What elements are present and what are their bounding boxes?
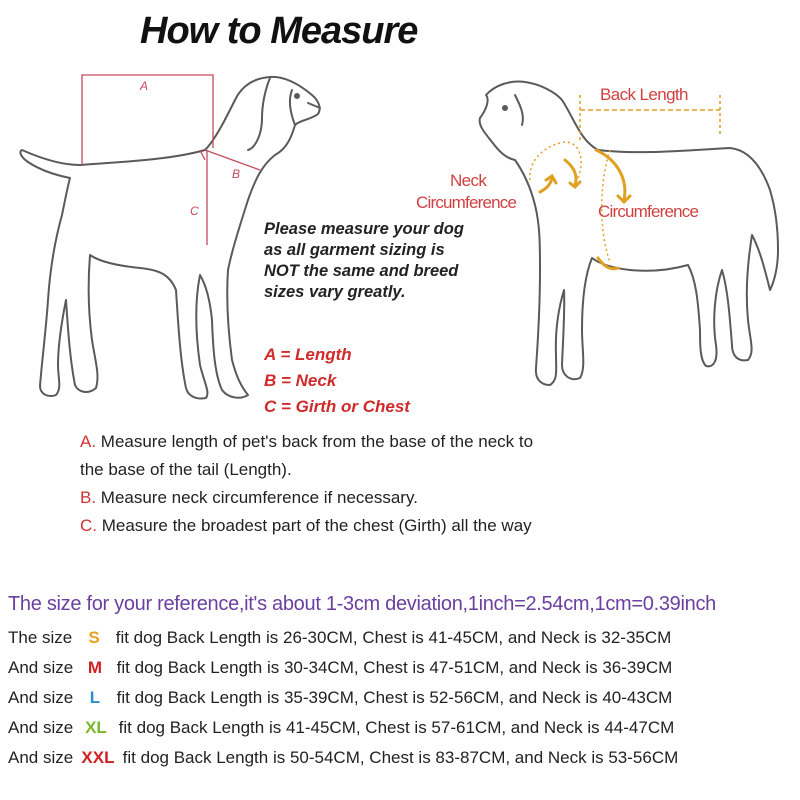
size-code: S <box>88 628 100 647</box>
size-code: L <box>89 688 101 707</box>
page-title: How to Measure <box>140 10 418 52</box>
legend-c: C = Girth or Chest <box>264 397 410 416</box>
instruction-letter: B. <box>80 488 97 507</box>
size-prefix: The size <box>8 628 73 647</box>
note-line: NOT the same and breed <box>264 262 459 280</box>
measure-note <box>264 219 504 303</box>
size-prefix: And size <box>8 718 74 737</box>
size-details: fit dog Back Length is 35-39CM, Chest is 52-56CM, and Neck is 40-43CM <box>116 688 673 707</box>
size-prefix: And size <box>8 748 74 767</box>
circumference-label: Circumference <box>598 202 699 221</box>
size-row <box>8 713 678 743</box>
measure-instructions <box>80 428 600 540</box>
measure-legend <box>264 342 410 420</box>
size-details: fit dog Back Length is 26-30CM, Chest is 41-45CM, and Neck is 32-35CM <box>115 628 672 647</box>
label-c: C <box>190 204 199 218</box>
legend-a: A = Length <box>264 345 352 364</box>
left-dog-measure-lines <box>82 75 260 245</box>
label-b: B <box>232 167 241 181</box>
instruction-c <box>80 512 600 540</box>
neck-circumference-label-2: Circumference <box>416 193 517 212</box>
size-reference-heading: The size for your reference,it's about 1-3cm deviation,1inch=2.54cm,1cm=0.39inch <box>8 593 716 615</box>
back-length-label: Back Length <box>600 85 688 104</box>
instruction-letter: A. <box>80 432 97 451</box>
note-line: as all garment sizing is <box>264 241 445 259</box>
instruction-text: Measure neck circumference if necessary. <box>96 488 418 507</box>
instruction-a-cont: the base of the tail (Length). <box>80 460 292 479</box>
size-code: XL <box>85 718 107 737</box>
right-dog-guides <box>530 95 720 262</box>
instruction-a <box>80 428 600 456</box>
instruction-b <box>80 484 600 512</box>
size-row <box>8 653 678 683</box>
size-details: fit dog Back Length is 30-34CM, Chest is 47-51CM, and Neck is 36-39CM <box>116 658 673 677</box>
size-details: fit dog Back Length is 50-54CM, Chest is 83-87CM, and Neck is 53-56CM <box>122 748 679 767</box>
label-a: A <box>140 79 149 93</box>
size-prefix: And size <box>8 658 74 677</box>
size-code: XXL <box>81 748 115 767</box>
size-code: M <box>87 658 103 677</box>
size-table <box>8 623 678 773</box>
size-row <box>8 683 678 713</box>
size-details: fit dog Back Length is 41-45CM, Chest is 57-61CM, and Neck is 44-47CM <box>118 718 675 737</box>
instruction-text: Measure length of pet's back from the base of the neck to <box>96 432 534 451</box>
note-line: sizes vary greatly. <box>264 283 406 301</box>
right-dog-outline <box>480 82 778 385</box>
legend-b: B = Neck <box>264 371 337 390</box>
neck-circumference-label-1: Neck <box>450 171 487 190</box>
size-row <box>8 623 678 653</box>
size-row <box>8 743 678 773</box>
note-line: Please measure your dog <box>264 220 464 238</box>
size-prefix: And size <box>8 688 74 707</box>
instruction-text: Measure the broadest part of the chest (Girth) all the way <box>97 516 532 535</box>
instruction-letter: C. <box>80 516 97 535</box>
